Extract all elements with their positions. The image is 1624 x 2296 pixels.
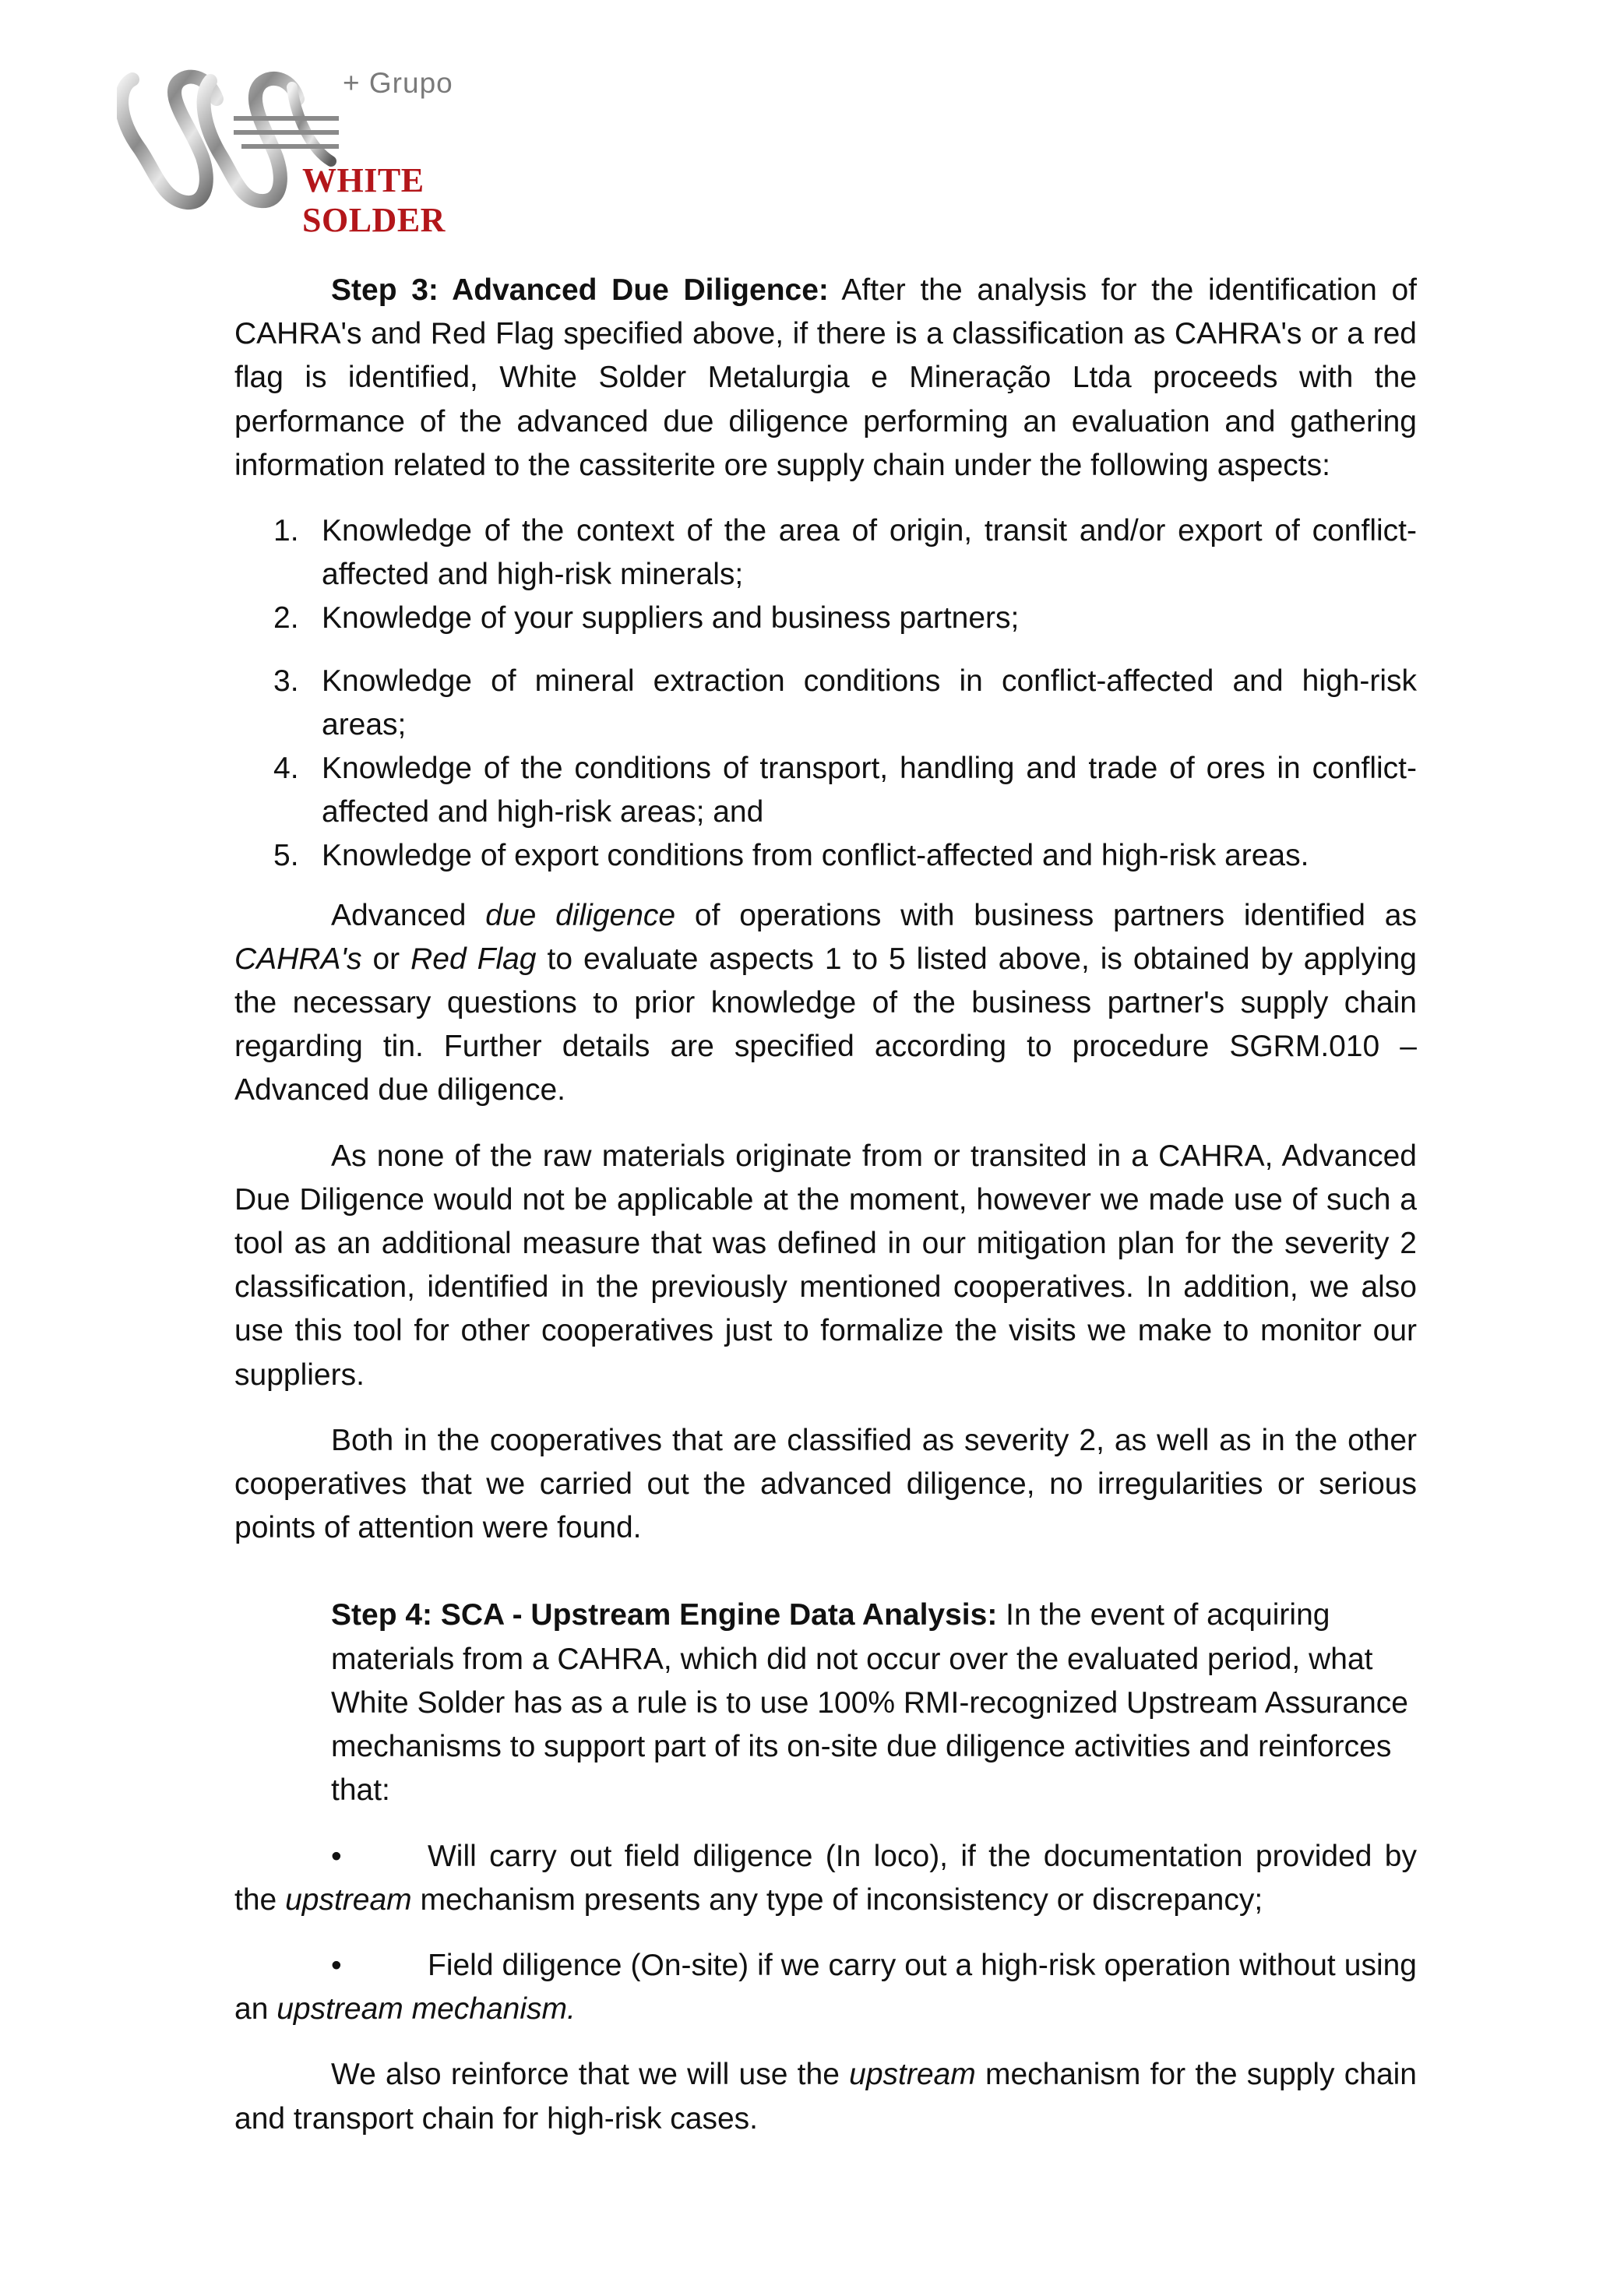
document-body bbox=[234, 269, 1417, 2163]
logo-brand-text: WHITE SOLDER bbox=[302, 161, 446, 239]
list-item: 3. Knowledge of mineral extraction conditions in conflict-affected and high-risk areas; bbox=[273, 664, 1417, 741]
list-item: 2. Knowledge of your suppliers and business partners; bbox=[273, 601, 1020, 636]
list-item: 4. Knowledge of the conditions of transport, handling and trade of ores in conflict-affected and high-risk areas; and bbox=[273, 752, 1417, 829]
logo-grupo-text: + Grupo bbox=[343, 67, 453, 99]
bullet-item: • Field diligence (On-site) if we carry out a high-risk operation without using an upstream mechanism. bbox=[234, 1944, 1417, 2031]
list-item: 1. Knowledge of the context of the area of origin, transit and/or export of conflict-affected and high-risk minerals; bbox=[273, 514, 1417, 592]
step4-heading: Step 4: SCA - Upstream Engine Data Analysis: bbox=[331, 1598, 998, 1632]
advanced-diligence-paragraph: Advanced due diligence of operations with business partners identified as CAHRA's or Red Flag to evaluate aspects 1 to 5 listed above, is obtained by applying the necessary questions to prior knowledge of the business partner's supply chain regarding tin. Further details are specified according to procedure SGRM.010 – Advanced due diligence. bbox=[234, 898, 1417, 1108]
final-paragraph: We also reinforce that we will use the upstream mechanism for the supply chain and transport chain for high-risk cases. bbox=[234, 2058, 1417, 2136]
step4-paragraph bbox=[331, 1593, 1429, 1812]
no-cahra-paragraph: As none of the raw materials originate from or transited in a CAHRA, Advanced Due Diligence would not be applicable at the moment, however we made use of such a tool as an additional measure that was defined in our mitigation plan for the severity 2 classification, identified in the previously mentioned cooperatives. In addition, we also use this tool for other cooperatives just to formalize the visits we make to monitor our suppliers. bbox=[234, 1139, 1417, 1392]
list-item: 5. Knowledge of export conditions from conflict-affected and high-risk areas. bbox=[273, 839, 1309, 873]
bullet-icon: • bbox=[331, 1839, 342, 1873]
step3-paragraph bbox=[234, 269, 1417, 488]
bullet-item: • Will carry out field diligence (In loco), if the documentation provided by the upstream mechanism presents any type of inconsistency or discrepancy; bbox=[234, 1835, 1417, 1922]
company-logo bbox=[117, 64, 506, 239]
severity-paragraph: Both in the cooperatives that are classified as severity 2, as well as in the other cooperatives that we carried out the advanced diligence, no irregularities or serious points of attention were found. bbox=[234, 1423, 1417, 1545]
bullet-icon: • bbox=[331, 1948, 342, 1982]
step3-text: After the analysis for the identification of CAHRA's and Red Flag specified above, if there is a classification as CAHRA's or a red flag is identified, White Solder Metalurgia e Mineração Ltda proceeds with the performance of the advanced due diligence performing an evaluation and gathering information related to the cassiterite ore supply chain under the following aspects: bbox=[234, 273, 1417, 482]
aspects-list bbox=[234, 509, 1417, 879]
step3-heading: Step 3: Advanced Due Diligence: bbox=[331, 273, 829, 307]
step4-text: In the event of acquiring materials from a CAHRA, which did not occur over the evaluated period, what White Solder has as a rule is to use 100% RMI-recognized Upstream Assurance mechanisms to support part of its on-site due diligence activities and reinforces that: bbox=[331, 1598, 1408, 1808]
